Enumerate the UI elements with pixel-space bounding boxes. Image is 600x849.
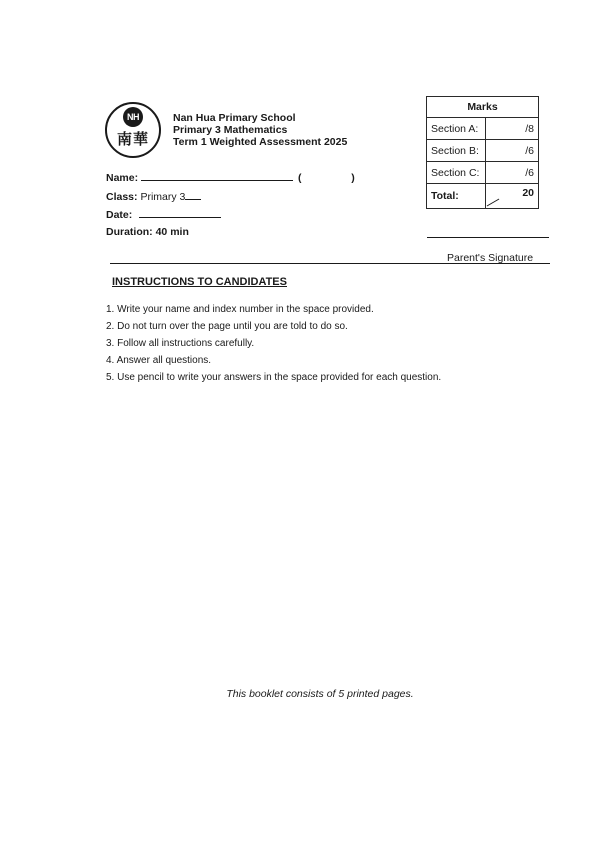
- instructions-title: INSTRUCTIONS TO CANDIDATES: [112, 276, 287, 288]
- section-b-label: Section B:: [427, 140, 486, 162]
- class-blank[interactable]: [185, 190, 201, 200]
- duration-line: [106, 226, 189, 238]
- duration-label: Duration:: [106, 226, 153, 238]
- marks-title: Marks: [427, 97, 539, 118]
- instructions-list: [106, 303, 441, 388]
- instruction-item: 3. Follow all instructions carefully.: [106, 338, 255, 349]
- class-field[interactable]: [106, 190, 201, 203]
- assessment-title: Term 1 Weighted Assessment 2025: [173, 136, 348, 148]
- section-b-value: /6: [486, 140, 539, 162]
- instruction-item: 4. Answer all questions.: [106, 355, 212, 366]
- booklet-page-count: This booklet consists of 5 printed pages.: [226, 688, 414, 700]
- instruction-item: 1. Write your name and index number in the space provided.: [106, 304, 374, 315]
- subject-title: Primary 3 Mathematics: [173, 124, 288, 136]
- instruction-item: 2. Do not turn over the page until you are told to do so.: [106, 321, 348, 332]
- school-header: [173, 112, 347, 148]
- marks-row: [427, 162, 539, 184]
- instruction-item: 5. Use pencil to write your answers in the space provided for each question.: [106, 372, 442, 383]
- name-field[interactable]: [106, 171, 355, 184]
- marks-row: [427, 118, 539, 140]
- name-blank[interactable]: [141, 171, 293, 181]
- section-c-value: /6: [486, 162, 539, 184]
- date-label: Date:: [106, 209, 133, 221]
- date-blank[interactable]: [139, 208, 221, 218]
- school-logo: [105, 102, 161, 158]
- school-name: Nan Hua Primary School: [173, 112, 296, 124]
- duration-value: 40 min: [155, 226, 189, 238]
- index-close-paren: ): [351, 172, 355, 184]
- logo-badge: NH: [123, 107, 143, 127]
- marks-row: [427, 140, 539, 162]
- class-value: Primary 3: [140, 191, 186, 203]
- name-label: Name:: [106, 172, 139, 184]
- index-open-paren: (: [297, 172, 302, 184]
- class-label: Class:: [106, 191, 138, 203]
- total-value: 20: [486, 184, 539, 209]
- section-a-label: Section A:: [427, 118, 486, 140]
- section-a-value: /8: [486, 118, 539, 140]
- marks-table: [426, 96, 539, 209]
- section-c-label: Section C:: [427, 162, 486, 184]
- marks-header-row: [427, 97, 539, 118]
- date-field[interactable]: [106, 208, 221, 221]
- total-label: Total:: [427, 184, 486, 209]
- parent-signature-label: Parent's Signature: [447, 252, 534, 264]
- marks-total-row: [427, 184, 539, 209]
- logo-chinese-name: 南華: [116, 130, 149, 148]
- signature-line[interactable]: [427, 237, 549, 238]
